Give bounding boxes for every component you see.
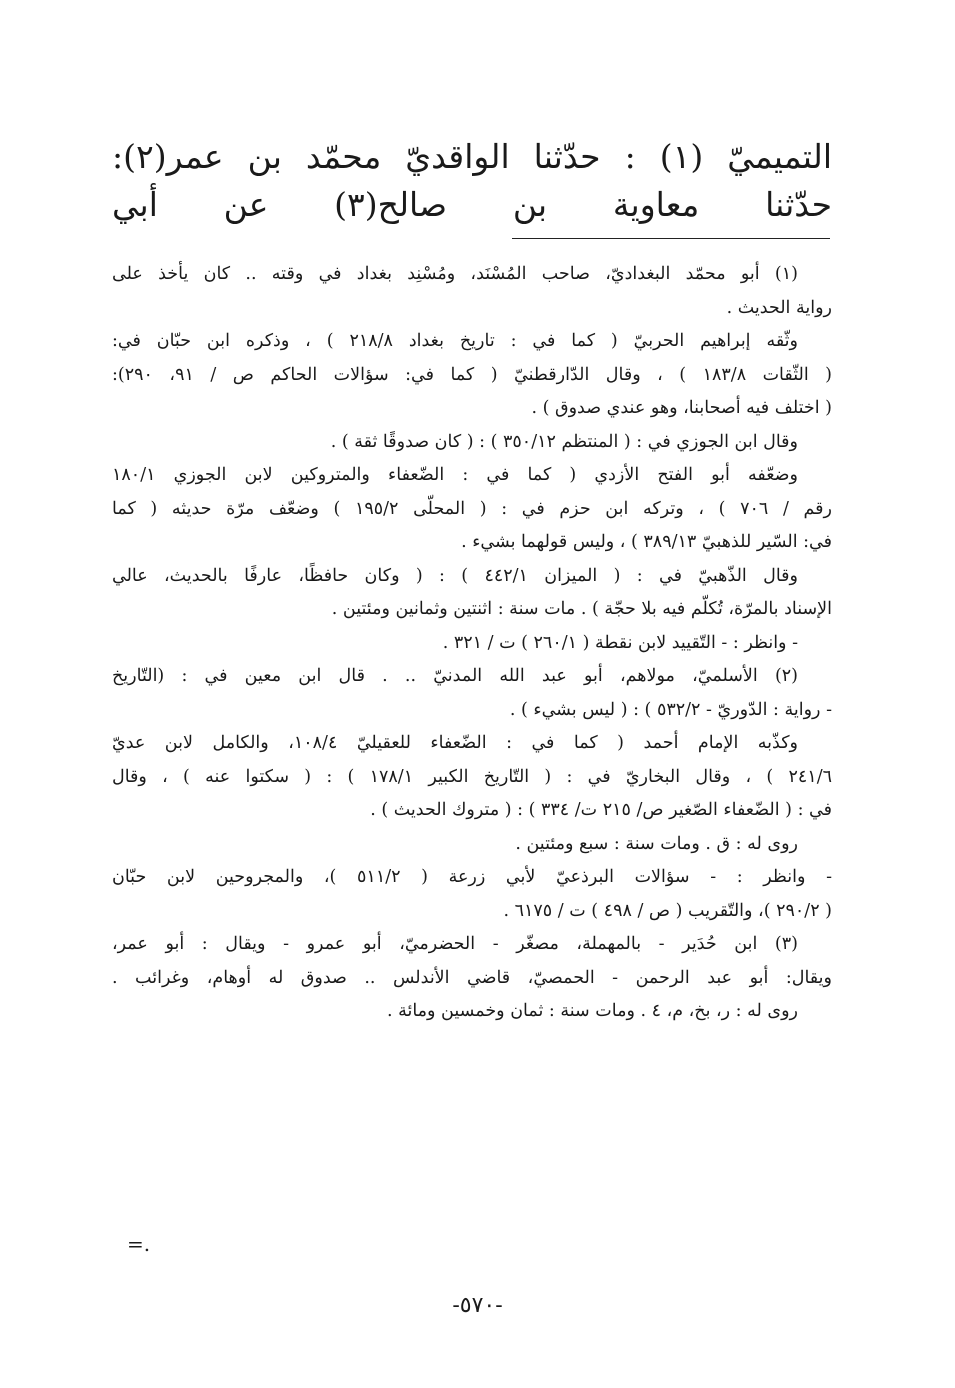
footnote-line: (٢) الأسلميّ، مولاهم، أبو عبد الله المدنيّ .. . قال ابن معين في : (التّاريخ bbox=[112, 666, 798, 686]
footnote-line: - وانظر : - سؤالات البرذعيّ لأبي زرعة ( ٥١١/٢ )، والمجروحين لابن حبّان bbox=[112, 867, 832, 887]
footnote-line: - وانظر : - التّقييد لابن نقطة ( ٢٦٠/١ ) ت / ٣٢١ . bbox=[442, 632, 798, 653]
footnote-line: ( الثّقات ١٨٣/٨ ) ، وقال الدّارقطنيّ ( كما في: سؤالات الحاكم ص / ٩١، ٢٩٠): bbox=[112, 364, 832, 385]
footnote-line: ( اختلف فيه أصحابنا، وهو عندي صدوق ) . bbox=[531, 398, 832, 418]
footnotes bbox=[112, 258, 832, 1029]
footnote-divider bbox=[512, 238, 830, 239]
footnote-line: - رواية : الدّوريّ - ٥٣٢/٢ ) : ( ليس بشيء ) . bbox=[509, 699, 832, 720]
footnote-line: الإسناد بالمرّة، تُكلّم فيه بلا حجّة ) . مات سنة : اثنتين وثمانين ومئتين . bbox=[331, 599, 832, 619]
footnote-line: رواية الحديث . bbox=[726, 297, 832, 318]
main-text-line: حدّثنا معاوية بن صالح(٣) عن أبي bbox=[112, 185, 832, 224]
footnote-line: ٢٤١/٦ ) ، وقال البخاريّ في : ( التّاريخ الكبير ١٧٨/١ ) : ( سكتوا عنه ) ، وقال bbox=[112, 766, 832, 787]
footnote-line: (٣) ابن حُدَير - بالمهملة، مصغّر - الحضرميّ، أبو عمرو - ويقال : أبو عمر، bbox=[112, 934, 798, 954]
footnote-line: وضعّفه أبو الفتح الأزدي ( كما في : الضّعفاء والمتروكين لابن الجوزي ١٨٠/١ bbox=[112, 465, 798, 485]
footnote-line: روى له : ق . ومات سنة : سبع ومئتين . bbox=[515, 833, 798, 854]
footnote-line: وكذّبه الإمام أحمد ( كما في : الضّعفاء للعقيليّ ١٠٨/٤، والكامل لابن عديّ bbox=[112, 733, 798, 753]
footnote-line: في : ( الضّعفاء الصّغير ص/ ٢١٥ ت/ ٣٣٤ ) : ( متروك الحديث ) . bbox=[370, 800, 832, 820]
footnote-line: ( ٢٩٠/٢ )، والتّقريب ( ص / ٤٩٨ ) ت / ٦١٧٥ . bbox=[503, 900, 832, 921]
footnote-line: رقم / ٧٠٦ ) ، وتركه ابن حزم في : ( المحلّى ١٩٥/٢ ) وضعّف مرّة حديثه ( كما bbox=[112, 498, 832, 519]
footnote-line: وثّقه إبراهيم الحربيّ ( كما في : تاريخ بغداد ٢١٨/٨ ) ، وذكره ابن حبّان في: bbox=[112, 331, 798, 351]
footnote-line: وقال الذّهبيّ في : ( الميزان ٤٤٢/١ ) : ( وكان حافظًا، عارفًا بالحديث، عالي bbox=[112, 565, 798, 586]
continuation-mark: =. bbox=[127, 1232, 151, 1256]
footnote-line: روى له : ر، بخ، م، ٤ . ومات سنة : ثمان وخمسين ومائة . bbox=[386, 1001, 798, 1021]
main-text bbox=[112, 134, 832, 230]
footnote-line: (١) أبو محمّد البغداديّ، صاحب المُسْنَد، ومُسْنِد بغداد في وقته .. كان يأخذ على bbox=[112, 264, 798, 284]
footnote-line: ويقال: أبو عبد الرحمن - الحمصيّ، قاضي الأندلس .. صدوق له أوهام، وغرائب . bbox=[112, 967, 832, 988]
page-number: -٥٧٠- bbox=[452, 1293, 503, 1318]
main-text-line: التميميّ (١) : حدّثنا الواقديّ محمّد بن عمر(٢): bbox=[112, 137, 832, 176]
footnote-line: في: السّير للذهبيّ ٣٨٩/١٣ ) ، وليس قولهما بشيء . bbox=[461, 532, 832, 552]
footnote-line: وقال ابن الجوزي في : ( المنتظم ٣٥٠/١٢ ) : ( كان صدوقًا ثقة ) . bbox=[330, 431, 798, 452]
